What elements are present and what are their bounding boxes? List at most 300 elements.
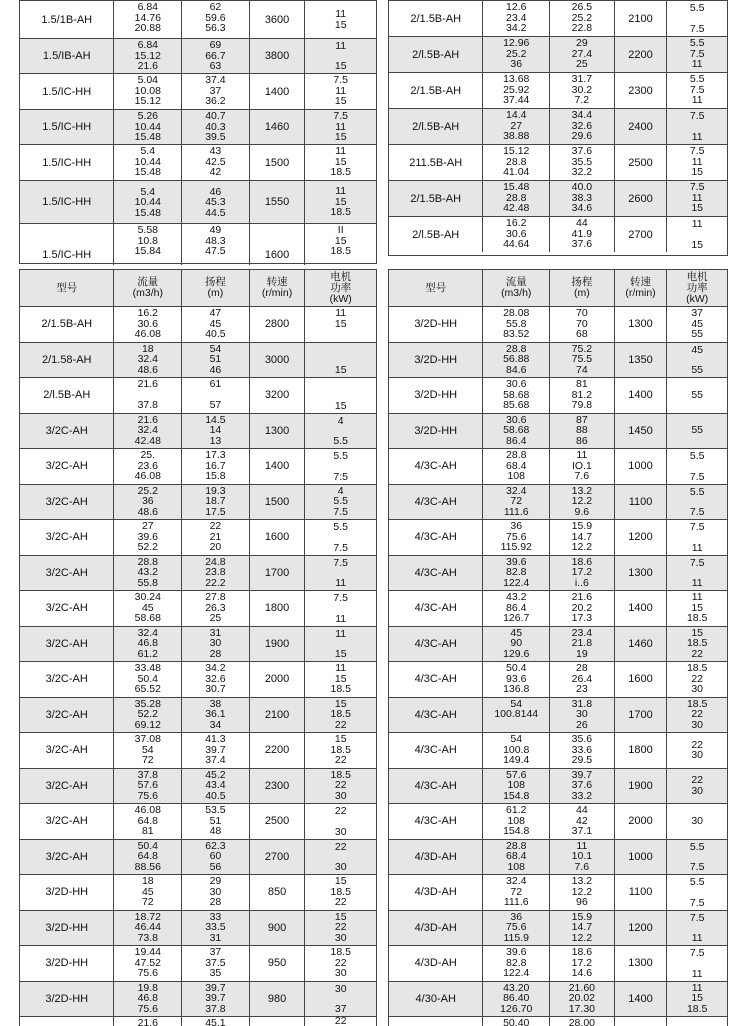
speed-cell: 1700 xyxy=(615,698,668,733)
table-row xyxy=(389,342,727,378)
speed-cell: 1300 xyxy=(615,556,668,591)
table-row xyxy=(20,732,376,768)
speed-cell: 1300 xyxy=(250,414,306,449)
model-cell: 1.5/IC-HH xyxy=(20,181,114,223)
table-row xyxy=(389,413,727,449)
model-cell: 2/l.5B-AH xyxy=(20,378,114,413)
head-cell: 29 30 28 xyxy=(182,875,250,910)
speed-cell: 3000 xyxy=(250,343,306,378)
flow-cell: 15.48 28.8 42.48 xyxy=(483,181,550,216)
head-cell: 31.8 30 26 xyxy=(550,698,615,733)
table-row xyxy=(389,945,727,981)
flow-cell: 18 32.4 48.6 xyxy=(114,343,182,378)
pump-table-bottom-left xyxy=(19,269,377,1026)
speed-cell: 1500 xyxy=(250,485,306,520)
speed-cell: 1800 xyxy=(615,733,668,768)
flow-cell: 37.8 57.6 75.6 xyxy=(114,769,182,804)
power-cell: 45 55 xyxy=(691,343,704,377)
head-cell: 15.9 14.7 12.2 xyxy=(550,911,615,946)
head-cell: 45.2 43.4 40.5 xyxy=(182,769,250,804)
model-cell: 3/2C-AH xyxy=(20,556,114,591)
head-cell: 40.7 40.3 39.5 xyxy=(182,110,250,144)
head-cell: 27.8 26.3 25 xyxy=(182,591,250,626)
table-header xyxy=(389,269,727,306)
header-speed: 转速 (r/min) xyxy=(250,270,306,306)
head-cell: 21.60 20.02 17.30 xyxy=(550,982,615,1017)
flow-cell: 5.26 10.44 15.48 xyxy=(114,110,182,144)
table-row xyxy=(389,108,727,144)
model-cell: 4/3C-AH xyxy=(389,627,483,662)
table-row xyxy=(389,626,727,662)
power-cell: 55 xyxy=(691,388,704,401)
speed-cell: 1500 xyxy=(250,145,306,180)
speed-cell: 1300 xyxy=(615,307,668,342)
header-model: 型号 xyxy=(20,270,114,306)
table-row xyxy=(20,768,376,804)
speed-cell: 1100 xyxy=(615,875,668,910)
speed-cell: 1600 xyxy=(250,224,306,265)
model-cell: 3/2D-HH xyxy=(20,875,114,910)
head-cell: 44 42 37.1 xyxy=(550,804,615,839)
table-row xyxy=(389,768,727,804)
table-row xyxy=(20,661,376,697)
flow-cell: 30.6 58.68 86.4 xyxy=(483,414,550,449)
flow-cell: 6.84 14.76 20.88 xyxy=(114,1,182,38)
flow-cell: 30.6 58.68 85.68 xyxy=(483,378,550,413)
head-cell: 81 81.2 79.8 xyxy=(550,378,615,413)
head-cell: 46 45.3 44.5 xyxy=(182,181,250,223)
speed-cell: 1300 xyxy=(615,946,668,981)
model-cell: 1.5/IC-HH xyxy=(20,224,114,265)
head-cell: 45.1 xyxy=(182,1017,250,1026)
power-cell: 11 15 xyxy=(334,7,347,31)
head-cell: 61 57 xyxy=(182,378,250,413)
head-cell: 87 88 86 xyxy=(550,414,615,449)
model-cell: 4/3C-AH xyxy=(389,520,483,555)
table-row xyxy=(20,519,376,555)
speed-cell: 1400 xyxy=(615,982,668,1017)
power-cell: 5.5 7.5 11 xyxy=(689,73,705,107)
flow-cell: 16.2 30.6 46.08 xyxy=(114,307,182,342)
speed-cell: 2600 xyxy=(615,181,668,216)
speed-cell: 1900 xyxy=(250,627,306,662)
head-cell: 53.5 51 48 xyxy=(182,804,250,839)
header-model: 型号 xyxy=(389,270,483,306)
speed-cell: 1800 xyxy=(250,591,306,626)
head-cell: 49 48.3 47.5 xyxy=(182,224,250,265)
power-cell: 15 18.5 22 xyxy=(686,626,708,660)
power-cell: 22 xyxy=(334,1017,347,1026)
model-cell: 3/2C-AH xyxy=(20,520,114,555)
table-row xyxy=(20,38,376,73)
speed-cell: 2400 xyxy=(615,109,668,144)
model-cell: 3/2C-AH xyxy=(20,662,114,697)
power-cell: 5.5 7.5 xyxy=(689,876,705,909)
model-cell: 3/2C-AH xyxy=(20,627,114,662)
head-cell: 39.7 37.6 33.2 xyxy=(550,769,615,804)
model-cell: 4/3C-AH xyxy=(389,804,483,839)
model-cell: 3/2C-AH xyxy=(20,733,114,768)
head-cell: 28.00 xyxy=(550,1017,615,1026)
head-cell: 37 37.5 35 xyxy=(182,946,250,981)
model-cell: 3/2C-AH xyxy=(20,769,114,804)
power-cell: 7.5 11 15 xyxy=(689,145,705,179)
power-cell: 11 15 xyxy=(691,218,704,252)
table-row xyxy=(20,484,376,520)
flow-cell: 21.6 xyxy=(114,1017,182,1026)
header-power: 电机 功率 (kW) xyxy=(329,270,352,305)
power-cell: 15 18.5 22 xyxy=(330,697,351,731)
power-cell: 7.5 11 15 xyxy=(689,181,705,215)
head-cell: 28 26.4 23 xyxy=(550,662,615,697)
speed-cell: 3800 xyxy=(250,39,306,73)
table-row xyxy=(389,306,727,342)
model-cell: 3/2D-HH xyxy=(389,414,483,449)
power-cell: 7.5 11 xyxy=(689,556,705,590)
model-cell: 4/3D-AH xyxy=(389,946,483,981)
table-row xyxy=(20,555,376,591)
flow-cell: 12.6 23.4 34.2 xyxy=(483,1,550,36)
flow-cell: 30.24 45 58.68 xyxy=(114,591,182,626)
table-row xyxy=(20,981,376,1017)
table-row xyxy=(389,697,727,733)
power-cell: 22 30 xyxy=(334,805,347,838)
model-cell: 2/1.58-AH xyxy=(20,343,114,378)
table-row xyxy=(20,109,376,144)
power-cell: 18.5 22 30 xyxy=(330,946,351,980)
head-cell: 18.6 17.2 i..6 xyxy=(550,556,615,591)
flow-cell: 37.08 54 72 xyxy=(114,733,182,768)
table-row xyxy=(20,144,376,180)
head-cell: 15.9 14.7 12.2 xyxy=(550,520,615,555)
flow-cell: 5.4 10.44 15.48 xyxy=(114,145,182,180)
speed-cell: 2100 xyxy=(250,698,306,733)
table-row xyxy=(389,144,727,180)
flow-cell: 45 90 129.6 xyxy=(483,627,550,662)
flow-cell: 35.28 52.2 69.12 xyxy=(114,698,182,733)
model-cell: 3/2C-AH xyxy=(20,840,114,875)
power-cell xyxy=(667,1017,727,1026)
power-cell: II 15 18.5 xyxy=(330,224,351,258)
speed-cell: 980 xyxy=(250,982,306,1017)
flow-cell: 39.6 82.8 122.4 xyxy=(483,556,550,591)
model-cell: 3/2C-AH xyxy=(20,414,114,449)
speed-cell: 2000 xyxy=(250,662,306,697)
table-row xyxy=(20,0,376,38)
speed-cell: 1200 xyxy=(615,911,668,946)
speed-cell: 2300 xyxy=(250,769,306,804)
power-cell: 37 45 55 xyxy=(691,307,704,341)
head-cell: 38 36.1 34 xyxy=(182,698,250,733)
power-cell: 7.5 11 xyxy=(689,521,705,554)
speed-cell: 2700 xyxy=(250,840,306,875)
power-cell: 5.5 7:5 xyxy=(333,450,348,483)
table-row xyxy=(389,803,727,839)
flow-cell: 32.4 46.8 61.2 xyxy=(114,627,182,662)
pump-table-top-left xyxy=(19,0,377,264)
model-cell: 3/2C-AH xyxy=(20,804,114,839)
flow-cell: 43.2 86.4 126.7 xyxy=(483,591,550,626)
head-cell: 24.8 23.8 22.2 xyxy=(182,556,250,591)
flow-cell: 50.4 64.8 88.56 xyxy=(114,840,182,875)
flow-cell: 18.72 46.44 73.8 xyxy=(114,911,182,946)
speed-cell: 1460 xyxy=(250,110,306,144)
power-cell: 11 15 18.5 xyxy=(330,662,351,696)
model-cell: 1.5/IC-HH xyxy=(20,110,114,144)
head-cell: 34.2 32.6 30.7 xyxy=(182,662,250,697)
speed-cell: 1450 xyxy=(615,414,668,449)
model-cell: 2/1.5B-AH xyxy=(20,307,114,342)
power-cell: 18.5 22 30 xyxy=(686,662,708,696)
flow-cell: 54 100.8144 xyxy=(483,698,550,733)
speed-cell: 2800 xyxy=(250,307,306,342)
power-cell: 30 xyxy=(691,814,704,827)
model-cell: 3/2D-HH xyxy=(20,946,114,981)
model-cell: 211.5B-AH xyxy=(389,145,483,180)
flow-cell: 32.4 72 111.6 xyxy=(483,875,550,910)
flow-cell: 28.8 56.88 84.6 xyxy=(483,343,550,378)
flow-cell: 12.96 25.2 36 xyxy=(483,37,550,72)
power-cell: 22 30 xyxy=(691,738,704,762)
flow-cell: 19.44 47.52 75.6 xyxy=(114,946,182,981)
model-cell: 3/2D-HH xyxy=(20,911,114,946)
table-row xyxy=(389,732,727,768)
flow-cell: 36 75.6 115.92 xyxy=(483,520,550,555)
table-row xyxy=(20,180,376,223)
head-cell: 11 10.1 7.6 xyxy=(550,840,615,875)
speed-cell: 950 xyxy=(250,946,306,981)
table-row xyxy=(20,377,376,413)
head-cell: 29 27.4 25 xyxy=(550,37,615,72)
flow-cell: 57.6 108 154.8 xyxy=(483,769,550,804)
table-row xyxy=(20,945,376,981)
power-cell: 5.5 7.5 xyxy=(689,485,705,519)
model-cell: 3/2D-HH xyxy=(389,378,483,413)
power-cell: 5.5 7.5 xyxy=(689,450,705,483)
model-cell: 4/3C-AH xyxy=(389,556,483,591)
table-row xyxy=(389,484,727,520)
flow-cell: 16.2 30.6 44.64 xyxy=(483,217,550,252)
model-cell: 3/2C-AH xyxy=(20,485,114,520)
head-cell: 62 59.6 56.3 xyxy=(182,1,250,38)
model-cell xyxy=(20,1017,114,1026)
flow-cell: 61.2 108 154.8 xyxy=(483,804,550,839)
head-cell: 22 21 20 xyxy=(182,520,250,555)
table-row xyxy=(389,839,727,875)
power-cell: 18.5 22 30 xyxy=(686,697,708,731)
head-cell: 33 33.5 31 xyxy=(182,911,250,946)
power-cell: 7.5 11 xyxy=(689,947,705,980)
table-header xyxy=(20,269,376,306)
header-flow: 流量 (m3/h) xyxy=(483,270,550,306)
table-row xyxy=(20,342,376,378)
power-cell: 15 18.5 22 xyxy=(330,875,351,909)
speed-cell: 2700 xyxy=(615,217,668,252)
table-row xyxy=(389,72,727,108)
flow-cell: 28.08 55.8 83.52 xyxy=(483,307,550,342)
speed-cell: 2500 xyxy=(615,145,668,180)
head-cell: 14.5 14 13 xyxy=(182,414,250,449)
head-cell: 37.4 37 36.2 xyxy=(182,74,250,109)
flow-cell: 13.68 25.92 37.44 xyxy=(483,73,550,108)
table-row xyxy=(20,697,376,733)
power-cell: 15 xyxy=(334,399,347,412)
table-row xyxy=(389,180,727,216)
flow-cell: 5.4 10.44 15.48 xyxy=(114,181,182,223)
head-cell: 21.6 20.2 17.3 xyxy=(550,591,615,626)
table-row xyxy=(20,223,376,265)
flow-cell: 14.4 27 38.88 xyxy=(483,109,550,144)
model-cell: 2/1.5B-AH xyxy=(389,73,483,108)
speed-cell: 2000 xyxy=(615,804,668,839)
power-cell: 11 15 xyxy=(334,627,347,661)
head-cell: 44 41.9 37.6 xyxy=(550,217,615,252)
flow-cell: 33.48 50.4 65.52 xyxy=(114,662,182,697)
table-row xyxy=(20,590,376,626)
model-cell: 4/3D-AH xyxy=(389,911,483,946)
speed-cell: 1400 xyxy=(615,591,668,626)
power-cell: 4 5.5 7.5 xyxy=(333,484,348,518)
speed-cell: 1400 xyxy=(250,449,306,484)
table-row xyxy=(389,377,727,413)
head-cell: 40.0 38.3 34.6 xyxy=(550,181,615,216)
speed-cell: 1600 xyxy=(250,520,306,555)
head-cell: 18.6 17.2 14.6 xyxy=(550,946,615,981)
model-cell: 4/3C-AH xyxy=(389,449,483,484)
header-speed: 转速 (r/min) xyxy=(615,270,668,306)
model-cell: 4/3C-AH xyxy=(389,698,483,733)
head-cell: 62.3 60 56 xyxy=(182,840,250,875)
table-row xyxy=(20,874,376,910)
flow-cell: 28.8 68.4 108 xyxy=(483,449,550,484)
head-cell: 37.6 35.5 32.2 xyxy=(550,145,615,180)
speed-cell: 1400 xyxy=(615,378,668,413)
head-cell: 17.3 16.7 15.8 xyxy=(182,449,250,484)
flow-cell: 19.8 46.8 75.6 xyxy=(114,982,182,1017)
head-cell: 69 66.7 63 xyxy=(182,39,250,73)
speed-cell: 1350 xyxy=(615,343,668,378)
power-cell: 7.5 11 15 xyxy=(333,110,348,144)
flow-cell: 27 39.6 52.2 xyxy=(114,520,182,555)
model-cell: 4/3C-AH xyxy=(389,662,483,697)
flow-cell: 21.6 32.4 42.48 xyxy=(114,414,182,449)
model-cell: 3/2C-AH xyxy=(20,591,114,626)
model-cell: 3/2D-HH xyxy=(389,307,483,342)
head-cell: 70 70 68 xyxy=(550,307,615,342)
head-cell: 47 45 40.5 xyxy=(182,307,250,342)
table-row xyxy=(20,306,376,342)
table-row xyxy=(389,36,727,72)
header-power: 电机 功率 (kW) xyxy=(686,270,709,305)
flow-cell: 39.6 82.8 122.4 xyxy=(483,946,550,981)
head-cell: 13.2 12.2 96 xyxy=(550,875,615,910)
power-cell: 11 15 xyxy=(334,307,347,330)
model-cell: 2/l.5B-AH xyxy=(389,217,483,252)
head-cell: 41.3 39.7 37.4 xyxy=(182,733,250,768)
table-row xyxy=(389,590,727,626)
table-row xyxy=(389,981,727,1017)
head-cell: 34.4 32.6 29.6 xyxy=(550,109,615,144)
table-row xyxy=(20,626,376,662)
head-cell: 54 51 46 xyxy=(182,343,250,378)
head-cell: 26.5 25.2 22.8 xyxy=(550,1,615,36)
table-row xyxy=(20,413,376,449)
speed-cell xyxy=(615,1017,668,1026)
model-cell: 2/1.5B-AH xyxy=(389,1,483,36)
table-row xyxy=(20,839,376,875)
model-cell: 3/2D-HH xyxy=(20,982,114,1017)
speed-cell: 900 xyxy=(250,911,306,946)
flow-cell: 5.58 10.8 15.84 xyxy=(114,224,182,265)
flow-cell: 18 45 72 xyxy=(114,875,182,910)
flow-cell: 50.4 93.6 136.8 xyxy=(483,662,550,697)
table-row xyxy=(389,874,727,910)
model-cell: 4/30-AH xyxy=(389,982,483,1017)
model-cell: 1.5/IB-AH xyxy=(20,39,114,73)
flow-cell: 54 100.8 149.4 xyxy=(483,733,550,768)
table-row xyxy=(20,910,376,946)
speed-cell: 2100 xyxy=(615,1,668,36)
power-cell: 7.5 11 15 xyxy=(333,74,348,108)
table-row xyxy=(389,661,727,697)
power-cell: 4 5.5 xyxy=(333,414,348,448)
flow-cell: 15.12 28.8 41.04 xyxy=(483,145,550,180)
head-cell: 13.2 12.2 9.6 xyxy=(550,485,615,520)
table-row xyxy=(20,1016,376,1026)
table-row xyxy=(389,555,727,591)
power-cell: 55 xyxy=(691,424,704,437)
speed-cell: 1460 xyxy=(615,627,668,662)
speed-cell: 1000 xyxy=(615,449,668,484)
model-cell: 1.5/IC-HH xyxy=(20,145,114,180)
speed-cell: 2500 xyxy=(250,804,306,839)
flow-cell: 28.8 43.2 55.8 xyxy=(114,556,182,591)
power-cell: 5.5 7.5 xyxy=(689,2,705,36)
model-cell: 4/3D-AH xyxy=(389,840,483,875)
power-cell: 11 15 xyxy=(334,40,347,73)
speed-cell: 1600 xyxy=(615,662,668,697)
model-cell xyxy=(389,1017,483,1026)
flow-cell: 6.84 15.12 21.6 xyxy=(114,39,182,73)
power-cell: 15 22 30 xyxy=(334,910,347,944)
model-cell: 1.5/1B-AH xyxy=(20,1,114,38)
model-cell: 2/1.5B-AH xyxy=(389,181,483,216)
power-cell: 15 xyxy=(334,364,347,377)
power-cell: 22 30 xyxy=(691,774,704,797)
head-cell: 43 42.5 42 xyxy=(182,145,250,180)
power-cell: 11 15 18.5 xyxy=(330,185,351,219)
model-cell: 3/2D-HH xyxy=(389,343,483,378)
speed-cell: 1900 xyxy=(615,769,668,804)
head-cell: 31 30 28 xyxy=(182,627,250,662)
flow-cell: 36 75.6 115.9 xyxy=(483,911,550,946)
power-cell: 18.5 22 30 xyxy=(330,768,351,802)
power-cell: 7.5 11 xyxy=(333,556,348,590)
speed-cell: 1100 xyxy=(615,485,668,520)
head-cell: 23.4 21.8 19 xyxy=(550,627,615,662)
speed-cell: 1700 xyxy=(250,556,306,591)
table-row xyxy=(389,216,727,252)
model-cell: 4/3C-AH xyxy=(389,485,483,520)
flow-cell: 5.04 10.08 15.12 xyxy=(114,74,182,109)
model-cell: 3/2C-AH xyxy=(20,698,114,733)
flow-cell: 28.8 68.4 108 xyxy=(483,840,550,875)
flow-cell: 50.40 xyxy=(483,1017,550,1026)
head-cell: 39.7 39.7 37.8 xyxy=(182,982,250,1017)
speed-cell xyxy=(250,1017,306,1026)
speed-cell: 1550 xyxy=(250,181,306,223)
speed-cell: 1400 xyxy=(250,74,306,109)
